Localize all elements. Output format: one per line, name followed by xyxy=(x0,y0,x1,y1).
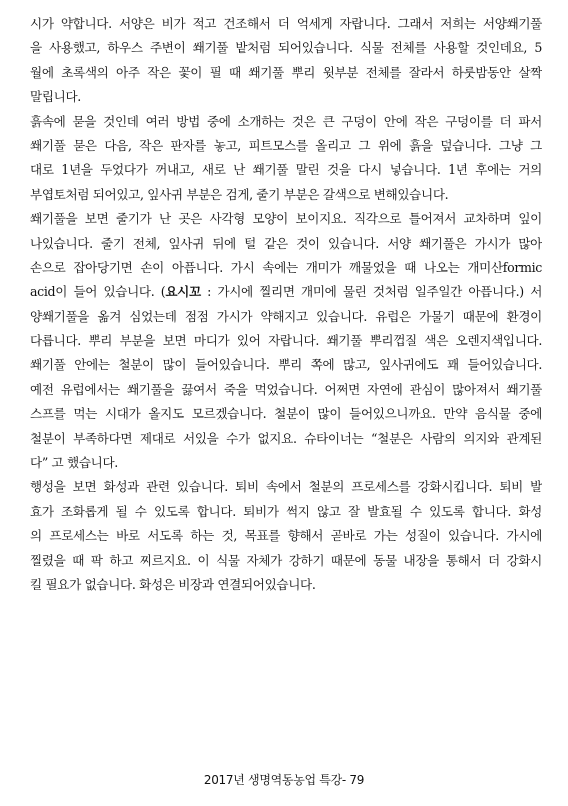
text-line: 쐐기풀 안에는 철분이 많이 들어있습니다. 뿌리 쪽에 많고, 잎사귀에도 꽤 들어있습니다. xyxy=(30,357,542,373)
text-line: 시가 약합니다. 서양은 비가 적고 건조해서 더 억세게 자랍니다. 그래서 저희는 서양쐐기풀 xyxy=(30,16,542,31)
text-line: 의 프로세스는 바로 서도록 하는 것, 목표를 향해서 곧바로 가는 성질이 있습니다. 가시에 xyxy=(30,528,542,544)
speaker-name: 요시꼬 xyxy=(165,284,201,300)
text-line: 월에 초록색의 아주 작은 꽃이 필 때 쐐기풀 뿌리 윗부분 전체를 잘라서 하룻밤동안 살짝 xyxy=(30,64,542,80)
body-text xyxy=(30,12,542,597)
text-line: 다릅니다. 뿌리 부분을 보면 마디가 있어 자랍니다. 쐐기풀 뿌리껍질 색은 오렌지색입니다. xyxy=(30,333,542,349)
text-line: 대로 1년을 두었다가 꺼내고, 새로 난 쐐기풀 말린 것을 다시 넣습니다. 1년 후에는 거의 xyxy=(30,162,542,178)
text-line xyxy=(30,280,542,304)
text-line: 효가 조화롭게 될 수 있도록 합니다. 퇴비가 썩지 않고 잘 발효될 수 있도록 합니다. 화성 xyxy=(30,503,542,519)
page-footer: 2017년 생명역동농업 특강- 79 xyxy=(203,773,365,787)
text-line: 쐐기풀을 보면 줄기가 난 곳은 사각형 모양이 보이지요. 직각으로 틀어져서 교차하며 잎이 xyxy=(30,211,542,227)
text-line: 을 사용했고, 하우스 주변이 쐐기풀 밭처럼 되어있습니다. 식물 전체를 사용할 것인데요, 5 xyxy=(30,40,542,56)
text-line: 흙속에 묻을 것인데 여러 방법 중에 소개하는 것은 큰 구덩이 안에 작은 구덩이를 더 파서 xyxy=(30,113,542,129)
text-line: 다” 고 했습니다. xyxy=(30,455,118,471)
text-line: 쐐기풀 묻은 다음, 작은 판자를 놓고, 피트모스를 올리고 그 위에 흙을 덮습니다. 그냥 그 xyxy=(30,137,542,153)
text-line: 행성을 보면 화성과 관련 있습니다. 퇴비 속에서 철분의 프로세스를 강화시킵니다. 퇴비 발 xyxy=(30,479,542,495)
text-line: 말립니다. xyxy=(30,89,81,105)
text-line: 양쐐기풀을 옮겨 심었는데 점점 가시가 약해지고 있습니다. 유럽은 가물기 때문에 환경이 xyxy=(30,308,542,324)
text-line: 철분이 부족하다면 제대로 서있을 수가 없지요. 슈타이너는 “철분은 사람의 의지와 관계된 xyxy=(30,430,542,446)
text-line: 예전 유럽에서는 쐐기풀을 끓여서 죽을 먹었습니다. 어쩌면 자연에 관심이 많아져서 쐐기풀 xyxy=(30,381,542,397)
text-line: 손으로 잡아당기면 손이 아픕니다. 가시 속에는 개미가 깨물었을 때 나오는 개미산formic xyxy=(30,259,542,275)
text-line: 스프를 먹는 시대가 올지도 모르겠습니다. 철분이 많이 들어있으니까요. 만약 음식물 중에 xyxy=(30,406,542,422)
text-line: 나있습니다. 줄기 전체, 잎사귀 뒤에 털 같은 것이 있습니다. 서양 쐐기풀은 가시가 많아 xyxy=(30,235,542,251)
text-segment: acid이 들어 있습니다. ( xyxy=(30,284,166,300)
text-line: 찔렸을 때 팍 하고 찌르지요. 이 식물 자체가 강하기 때문에 동물 내장을 통해서 더 강화시 xyxy=(30,552,542,568)
text-segment: : 가시에 찔리면 개미에 물린 것처럼 일주일간 아픕니다.) 서 xyxy=(200,284,542,300)
text-line: 킬 필요가 없습니다. 화성은 비장과 연결되어있습니다. xyxy=(30,576,316,592)
text-line: 부엽토처럼 되어있고, 잎사귀 부분은 검게, 줄기 부분은 갈색으로 변해있습니다. xyxy=(30,186,449,202)
